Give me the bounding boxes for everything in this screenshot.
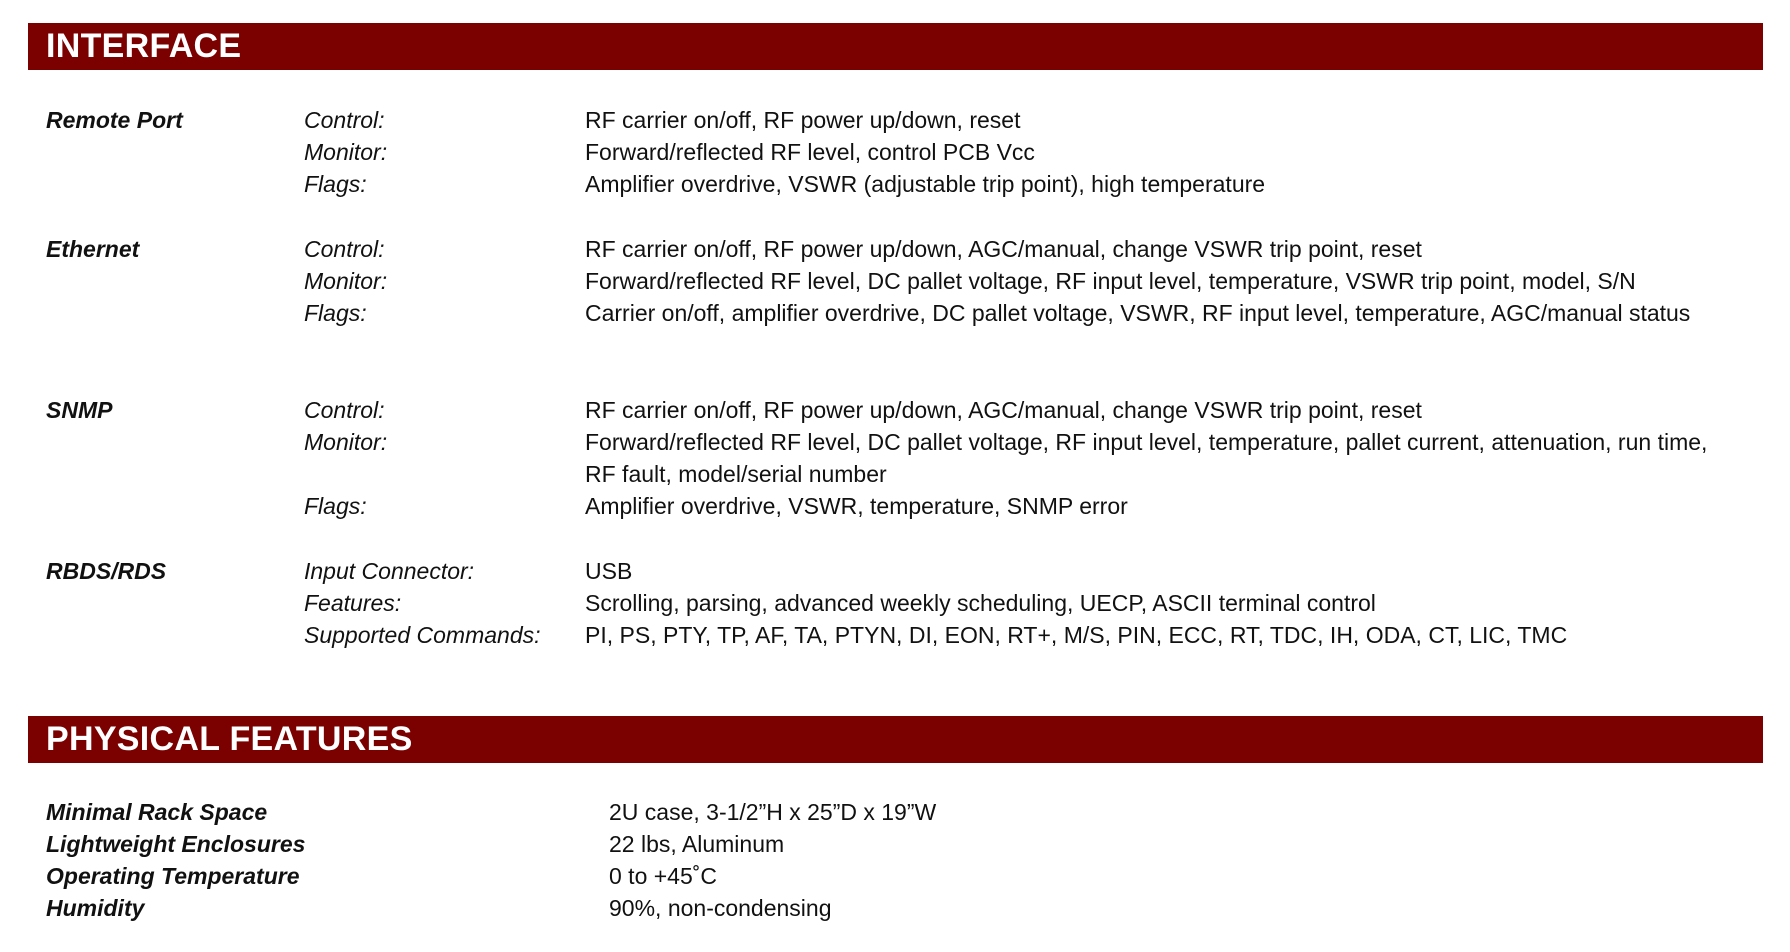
spec-value: Amplifier overdrive, VSWR (adjustable trip point), high temperature	[585, 171, 1266, 197]
spec-label: Input Connector:	[304, 558, 475, 584]
interface-group-remote-port	[46, 104, 1746, 200]
spec-value: Forward/reflected RF level, control PCB Vcc	[585, 139, 1035, 165]
spec-row	[46, 860, 1746, 892]
physical-features-section-header: PHYSICAL FEATURES	[28, 716, 1763, 763]
spec-value: Forward/reflected RF level, DC pallet voltage, RF input level, temperature, pallet current, attenuation, run time, RF fault, model/serial number	[585, 429, 1708, 487]
spec-value: 0 to +45˚C	[609, 863, 718, 889]
spec-row	[46, 394, 1746, 426]
spec-label: Flags:	[304, 493, 367, 519]
group-name: Ethernet	[46, 236, 140, 262]
spec-label: Control:	[304, 236, 385, 262]
spec-row	[46, 426, 1746, 490]
spec-value: 90%, non-condensing	[609, 895, 832, 921]
spec-label: Monitor:	[304, 139, 388, 165]
spec-value: RF carrier on/off, RF power up/down, AGC/manual, change VSWR trip point, reset	[585, 236, 1422, 262]
spec-value: 22 lbs, Aluminum	[609, 831, 785, 857]
spec-label: Monitor:	[304, 268, 388, 294]
spec-label: Humidity	[46, 895, 145, 921]
spec-row	[46, 104, 1746, 136]
spec-value: Amplifier overdrive, VSWR, temperature, SNMP error	[585, 493, 1128, 519]
group-name: SNMP	[46, 397, 113, 423]
spec-row	[46, 136, 1746, 168]
spec-row	[46, 796, 1746, 828]
group-name: Remote Port	[46, 107, 183, 133]
spec-row	[46, 168, 1746, 200]
spec-value: Carrier on/off, amplifier overdrive, DC pallet voltage, VSWR, RF input level, temperature, AGC/manual status	[585, 300, 1691, 326]
spec-row	[46, 587, 1746, 619]
spec-value: RF carrier on/off, RF power up/down, reset	[585, 107, 1021, 133]
spec-value: PI, PS, PTY, TP, AF, TA, PTYN, DI, EON, RT+, M/S, PIN, ECC, RT, TDC, IH, ODA, CT, LIC, TMC	[585, 622, 1568, 648]
interface-group-rbds-rds	[46, 555, 1746, 651]
spec-row	[46, 297, 1746, 329]
spec-row	[46, 892, 1746, 924]
spec-value: Scrolling, parsing, advanced weekly scheduling, UECP, ASCII terminal control	[585, 590, 1376, 616]
spec-row	[46, 828, 1746, 860]
spec-value: Forward/reflected RF level, DC pallet voltage, RF input level, temperature, VSWR trip point, model, S/N	[585, 268, 1636, 294]
spec-value: RF carrier on/off, RF power up/down, AGC/manual, change VSWR trip point, reset	[585, 397, 1422, 423]
spec-row	[46, 265, 1746, 297]
spec-label: Features:	[304, 590, 402, 616]
spec-label: Minimal Rack Space	[46, 799, 268, 825]
spec-label: Monitor:	[304, 429, 388, 455]
spec-label: Operating Temperature	[46, 863, 300, 889]
spec-value: 2U case, 3-1/2”H x 25”D x 19”W	[609, 799, 937, 825]
spec-label: Flags:	[304, 300, 367, 326]
spec-row	[46, 555, 1746, 587]
spec-row	[46, 490, 1746, 522]
spec-label: Supported Commands:	[304, 622, 541, 648]
interface-section-header: INTERFACE	[28, 23, 1763, 70]
interface-group-ethernet	[46, 233, 1746, 329]
spec-row	[46, 619, 1746, 651]
spec-label: Flags:	[304, 171, 367, 197]
spec-label: Lightweight Enclosures	[46, 831, 306, 857]
physical-features-list	[46, 796, 1746, 924]
spec-row	[46, 233, 1746, 265]
spec-label: Control:	[304, 107, 385, 133]
spec-value: USB	[585, 558, 633, 584]
spec-label: Control:	[304, 397, 385, 423]
interface-group-snmp	[46, 394, 1746, 522]
group-name: RBDS/RDS	[46, 558, 167, 584]
